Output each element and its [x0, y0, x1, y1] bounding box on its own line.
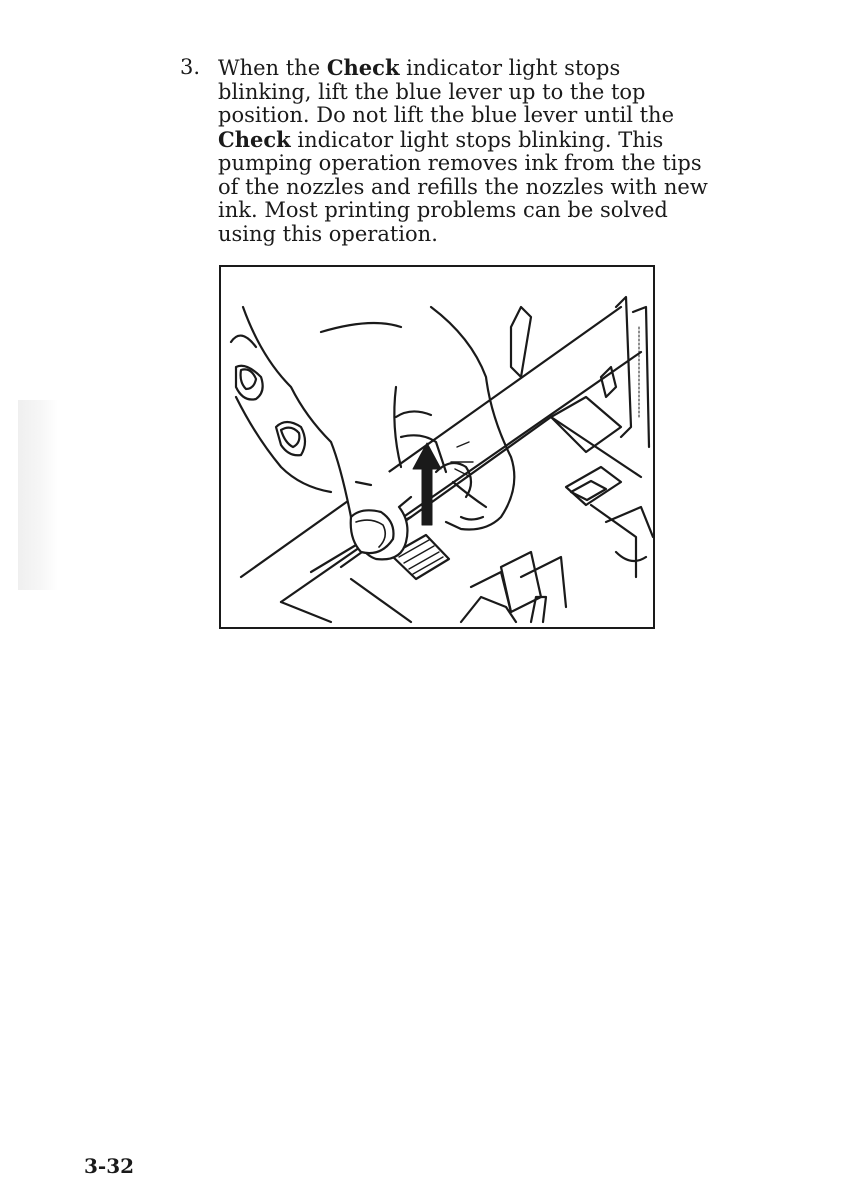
printer-mechanism-icon — [241, 297, 653, 622]
page-number: 3-32 — [84, 1154, 135, 1178]
step-number: 3. — [180, 55, 201, 79]
step-text-bold-check: Check — [218, 126, 291, 152]
hand-icon — [231, 307, 514, 559]
step-text-bold-check: Check — [326, 55, 400, 80]
step-text — [218, 56, 718, 246]
scan-shadow — [18, 400, 58, 590]
step-text-part: indicator light stops blinking, lift the blue lever up to the top position. Do not lift the blue lever until the — [218, 56, 675, 127]
lever-illustration — [221, 267, 653, 627]
illustration-frame — [219, 265, 655, 629]
step-text-part: When the — [218, 56, 327, 80]
step-text-part: indicator light stops blinking. This pumping operation removes ink from the tips of the nozzles and refills the nozzles with new ink. Most printing problems can be solved using this operation. — [218, 127, 708, 246]
